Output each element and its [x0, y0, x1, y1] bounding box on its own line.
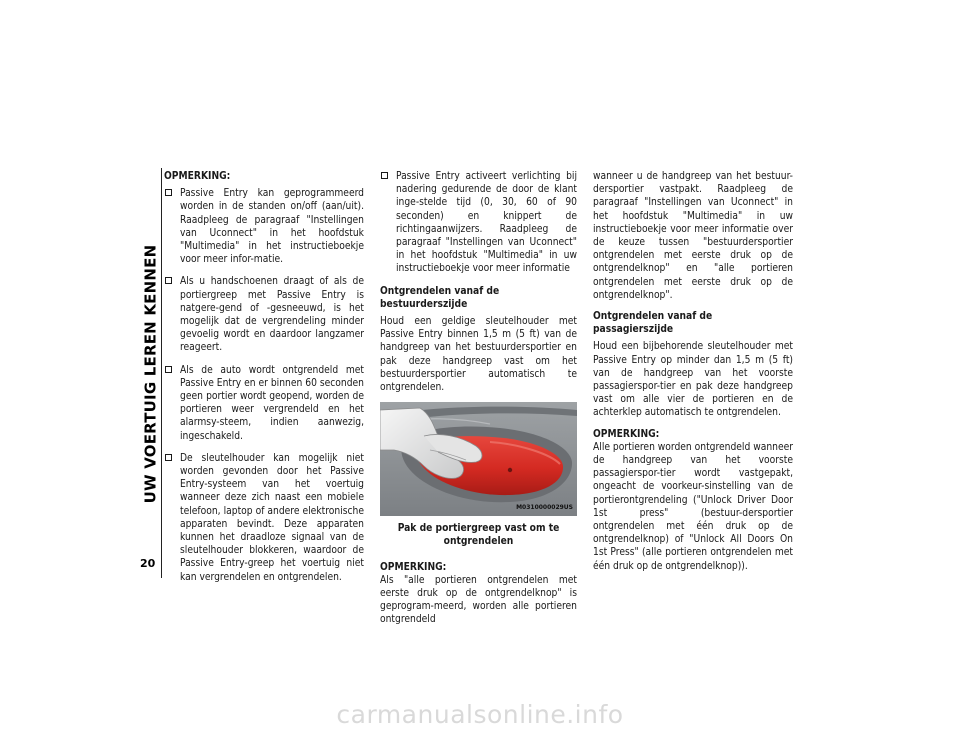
- column-2: [380, 170, 577, 635]
- watermark: carmanualsonline.info: [336, 700, 624, 729]
- note-block: [380, 561, 577, 627]
- side-divider: [161, 168, 162, 578]
- bullet-item: Passive Entry kan geprogrammeerd worden in de standen on/off (aan/uit). Raadpleeg de paragraaf "Instellingen van Uconnect" in het hoofdstuk "Multimedia" in het instructieboekje voor meer infor-matie.: [164, 187, 364, 266]
- column-1: [164, 170, 364, 593]
- door-handle-figure: [380, 402, 577, 516]
- checkbox-bullet-icon: [165, 454, 172, 461]
- passenger-unlock-text: Houd een bijbehorende sleutelhouder met Passive Entry op minder dan 1,5 m (5 ft) van de handgreep van het voorste passagierspor-tier en pak deze handgreep vast om alle vier de portieren en de achterklep automatisch te ontgrendelen.: [593, 341, 793, 419]
- section-heading-passenger: Ontgrendelen vanaf de passagierszijde: [593, 311, 713, 336]
- note-bullet-list: [164, 187, 364, 584]
- checkbox-bullet-icon: [381, 172, 388, 179]
- bullet-item: De sleutelhouder kan mogelijk niet worden gevonden door het Passive Entry-systeem van het voertuig wanneer deze zich naast een mobiele telefoon, laptop of andere elektronische apparaten bevindt. Deze apparaten kunnen het draadloze signaal van de sleutelhouder blokkeren, waardoor de Passive Entry-greep het voertuig niet kan vergrendelen en ontgrendelen.: [164, 452, 364, 584]
- bullet-item: Als de auto wordt ontgrendeld met Passive Entry en er binnen 60 seconden geen portier wordt geopend, worden de portieren weer vergrendeld en het alarmsy-steem, indien aanwezig, ingeschakeld.: [164, 364, 364, 443]
- checkbox-bullet-icon: [165, 277, 172, 284]
- note-text: Als "alle portieren ontgrendelen met eerste druk op de ontgrendelknop" is geprogram-meerd, worden alle portieren ontgrendeld: [380, 574, 577, 626]
- note-text: Alle portieren worden ontgrendeld wanneer de handgreep van het voorste passagierspor-tier wordt vastgepakt, ongeacht de voorkeur-sinstelling van de portierontgrendeling ("Unlock Driver Door 1st press" (bestuur-dersportier ontgrendelen met één druk op de ontgrendelknop) of "Unlock All Doors On 1st Press" (alle portieren ontgrendelen met één druk op de ontgrendelknop)).: [593, 441, 793, 572]
- continued-text: wanneer u de handgreep van het bestuur-dersportier vastpakt. Raadpleeg de paragraaf "Instellingen van Uconnect" in het hoofdstuk "Multimedia" in uw instructieboekje voor meer informatie over de keuze tussen "bestuurdersportier ontgrendelen met eerste druk op de ontgrendelknop" en "alle portieren ontgrendelen met eerste druk op de ontgrendelknop".: [593, 171, 793, 301]
- figure-code: M0310000029US: [516, 504, 573, 512]
- bullet-list: [380, 170, 577, 276]
- note-heading: OPMERKING:: [164, 171, 231, 182]
- figure-caption: Pak de portiergreep vast om te ontgrendelen: [397, 523, 560, 548]
- checkbox-bullet-icon: [165, 366, 172, 373]
- bullet-item: Als u handschoenen draagt of als de portiergreep met Passive Entry is natgere-gend of -gesneeuwd, is het mogelijk dat de vergrendeling minder gevoelig wordt en daardoor langzamer reageert.: [164, 275, 364, 354]
- driver-unlock-text: Houd een geldige sleutelhouder met Passive Entry binnen 1,5 m (5 ft) van de handgreep van het bestuurdersportier en pak deze handgreep vast om het bestuurdersportier automatisch te ontgrendelen.: [380, 316, 577, 394]
- section-side-title: UW VOERTUIG LEREN KENNEN: [141, 244, 159, 504]
- note-heading: OPMERKING:: [380, 561, 447, 573]
- section-heading-driver: Ontgrendelen vanaf de bestuurderszijde: [380, 285, 500, 310]
- page-number: 20: [140, 557, 156, 570]
- note-heading: OPMERKING:: [593, 428, 660, 440]
- note-block: [593, 428, 793, 573]
- door-handle-illustration: [380, 402, 577, 516]
- bullet-item: Passive Entry activeert verlichting bij nadering gedurende de door de klant inge-stelde tijd (0, 30, 60 of 90 seconden) en knippert de richtingaanwijzers. Raadpleeg de paragraaf "Instellingen van Uconnect" in het hoofdstuk "Multimedia" in uw instructieboekje voor meer informatie: [380, 170, 577, 276]
- column-3: [593, 170, 793, 581]
- checkbox-bullet-icon: [165, 189, 172, 196]
